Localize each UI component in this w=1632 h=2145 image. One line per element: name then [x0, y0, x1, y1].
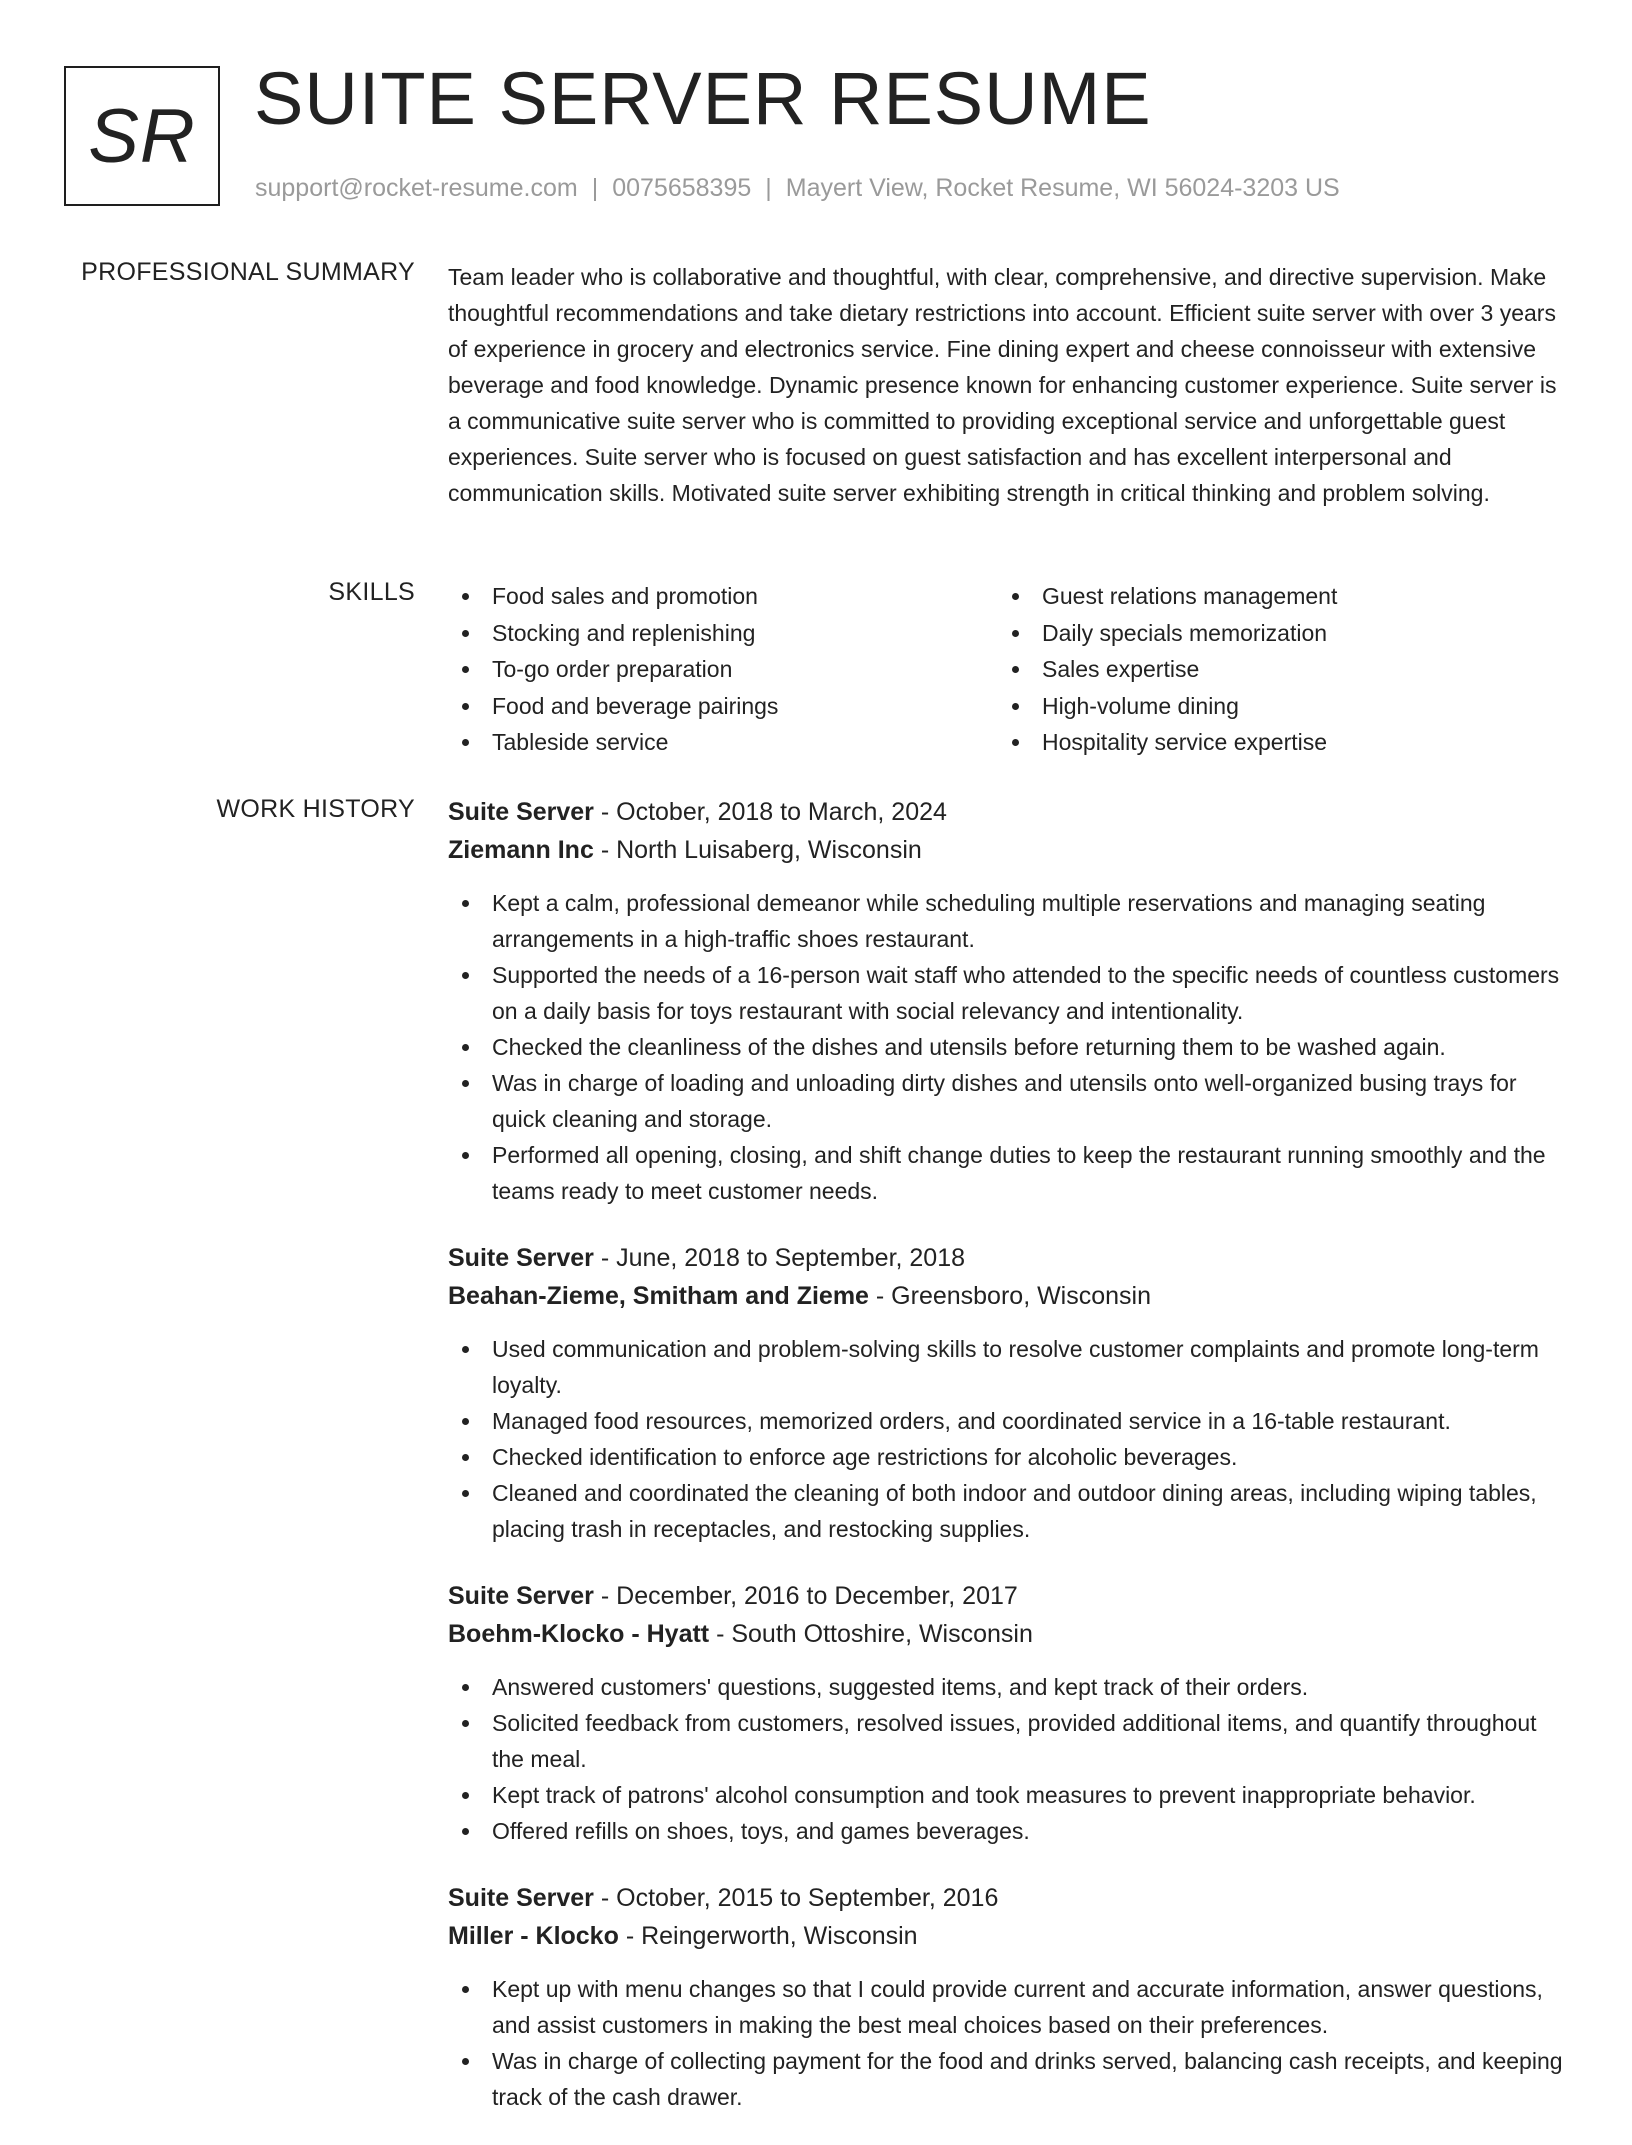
job-dates: - June, 2018 to September, 2018 — [593, 1244, 966, 1272]
skill-item: Sales expertise — [998, 651, 1548, 688]
contact-email: support@rocket-resume.com — [255, 174, 578, 202]
monogram-initials: SR — [88, 93, 196, 179]
skill-item: Hospitality service expertise — [998, 724, 1548, 761]
contact-phone: 0075658395 — [612, 174, 752, 202]
job-location: - Greensboro, Wisconsin — [868, 1282, 1151, 1310]
job-title: Suite Server — [448, 1582, 594, 1610]
section-heading-work-history: WORK HISTORY — [216, 795, 415, 823]
section-heading-summary: PROFESSIONAL SUMMARY — [81, 258, 415, 286]
contact-address: Mayert View, Rocket Resume, WI 56024-3203 US — [785, 174, 1340, 202]
skill-item: Food and beverage pairings — [448, 688, 998, 725]
job-duty: Managed food resources, memorized orders, and coordinated service in a 16-table restaurant. — [448, 1403, 1564, 1439]
job-company-line — [448, 1615, 1564, 1653]
job-entry — [448, 1879, 1564, 2115]
skill-item: Tableside service — [448, 724, 998, 761]
job-duty: Supported the needs of a 16-person wait staff who attended to the specific needs of countless customers on a daily basis for toys restaurant with social relevancy and intentionality. — [448, 957, 1564, 1029]
job-company-line — [448, 1277, 1564, 1315]
job-duty: Answered customers' questions, suggested items, and kept track of their orders. — [448, 1669, 1564, 1705]
skill-item: Daily specials memorization — [998, 615, 1548, 652]
job-entry — [448, 1577, 1564, 1849]
skill-item: To-go order preparation — [448, 651, 998, 688]
job-duty: Kept up with menu changes so that I could provide current and accurate information, answer questions, and assist customers in making the best meal choices based on their preferences. — [448, 1971, 1564, 2043]
job-company: Ziemann Inc — [448, 836, 594, 864]
job-title: Suite Server — [448, 1244, 594, 1272]
job-company-line — [448, 1917, 1564, 1955]
job-duty: Was in charge of loading and unloading dirty dishes and utensils onto well-organized busing trays for quick cleaning and storage. — [448, 1065, 1564, 1137]
job-duty: Checked identification to enforce age restrictions for alcoholic beverages. — [448, 1439, 1564, 1475]
skills-column-left — [448, 578, 998, 761]
skill-item: Stocking and replenishing — [448, 615, 998, 652]
summary-text: Team leader who is collaborative and thoughtful, with clear, comprehensive, and directive supervision. Make thoughtful recommendations and take dietary restrictions into account. Efficient suite server with over 3 years of experience in grocery and electronics service. Fine dining expert and cheese connoisseur with extensive beverage and food knowledge. Dynamic presence known for enhancing customer experience. Suite server is a communicative suite server who is committed to providing exceptional service and unforgettable guest experiences. Suite server who is focused on guest satisfaction and has excellent interpersonal and communication skills. Motivated suite server exhibiting strength in critical thinking and problem solving. — [448, 264, 1557, 506]
job-dates: - October, 2018 to March, 2024 — [593, 798, 947, 826]
contact-separator: | — [765, 174, 772, 202]
job-duties-list — [448, 885, 1564, 1209]
job-title: Suite Server — [448, 1884, 594, 1912]
skills-body — [448, 578, 1564, 761]
resume-title: SUITE SERVER RESUME — [254, 57, 1152, 140]
skills-column-right — [998, 578, 1548, 761]
job-company-line — [448, 831, 1564, 869]
job-duty: Offered refills on shoes, toys, and games beverages. — [448, 1813, 1564, 1849]
job-title-line — [448, 1879, 1564, 1917]
summary-body — [448, 259, 1564, 511]
job-duties-list — [448, 1331, 1564, 1547]
job-duty: Was in charge of collecting payment for the food and drinks served, balancing cash receipts, and keeping track of the cash drawer. — [448, 2043, 1564, 2115]
job-location: - South Ottoshire, Wisconsin — [709, 1620, 1033, 1648]
monogram-logo — [64, 66, 220, 206]
job-company: Beahan-Zieme, Smitham and Zieme — [448, 1282, 869, 1310]
contact-line — [255, 174, 1340, 203]
job-duties-list — [448, 1971, 1564, 2115]
job-duty: Solicited feedback from customers, resolved issues, provided additional items, and quantify throughout the meal. — [448, 1705, 1564, 1777]
job-title-line — [448, 793, 1564, 831]
job-duty: Kept track of patrons' alcohol consumption and took measures to prevent inappropriate behavior. — [448, 1777, 1564, 1813]
skills-grid — [448, 578, 1564, 761]
job-duty: Kept a calm, professional demeanor while scheduling multiple reservations and managing seating arrangements in a high-traffic shoes restaurant. — [448, 885, 1564, 957]
job-duty: Performed all opening, closing, and shift change duties to keep the restaurant running smoothly and the teams ready to meet customer needs. — [448, 1137, 1564, 1209]
section-heading-skills: SKILLS — [328, 578, 415, 606]
job-dates: - December, 2016 to December, 2017 — [593, 1582, 1018, 1610]
job-entry — [448, 1239, 1564, 1547]
job-company: Boehm-Klocko - Hyatt — [448, 1620, 710, 1648]
job-duty: Checked the cleanliness of the dishes and utensils before returning them to be washed again. — [448, 1029, 1564, 1065]
skill-item: High-volume dining — [998, 688, 1548, 725]
job-entry — [448, 793, 1564, 1209]
job-duties-list — [448, 1669, 1564, 1849]
contact-separator: | — [591, 174, 599, 202]
job-title-line — [448, 1577, 1564, 1615]
work-history-body — [448, 793, 1564, 2145]
job-location: - North Luisaberg, Wisconsin — [593, 836, 922, 864]
skill-item: Guest relations management — [998, 578, 1548, 615]
skill-item: Food sales and promotion — [448, 578, 998, 615]
job-duty: Cleaned and coordinated the cleaning of both indoor and outdoor dining areas, including wiping tables, placing trash in receptacles, and restocking supplies. — [448, 1475, 1564, 1547]
job-title: Suite Server — [448, 798, 594, 826]
job-location: - Reingerworth, Wisconsin — [618, 1922, 918, 1950]
job-duty: Used communication and problem-solving skills to resolve customer complaints and promote long-term loyalty. — [448, 1331, 1564, 1403]
job-dates: - October, 2015 to September, 2016 — [593, 1884, 999, 1912]
job-company: Miller - Klocko — [448, 1922, 619, 1950]
job-title-line — [448, 1239, 1564, 1277]
